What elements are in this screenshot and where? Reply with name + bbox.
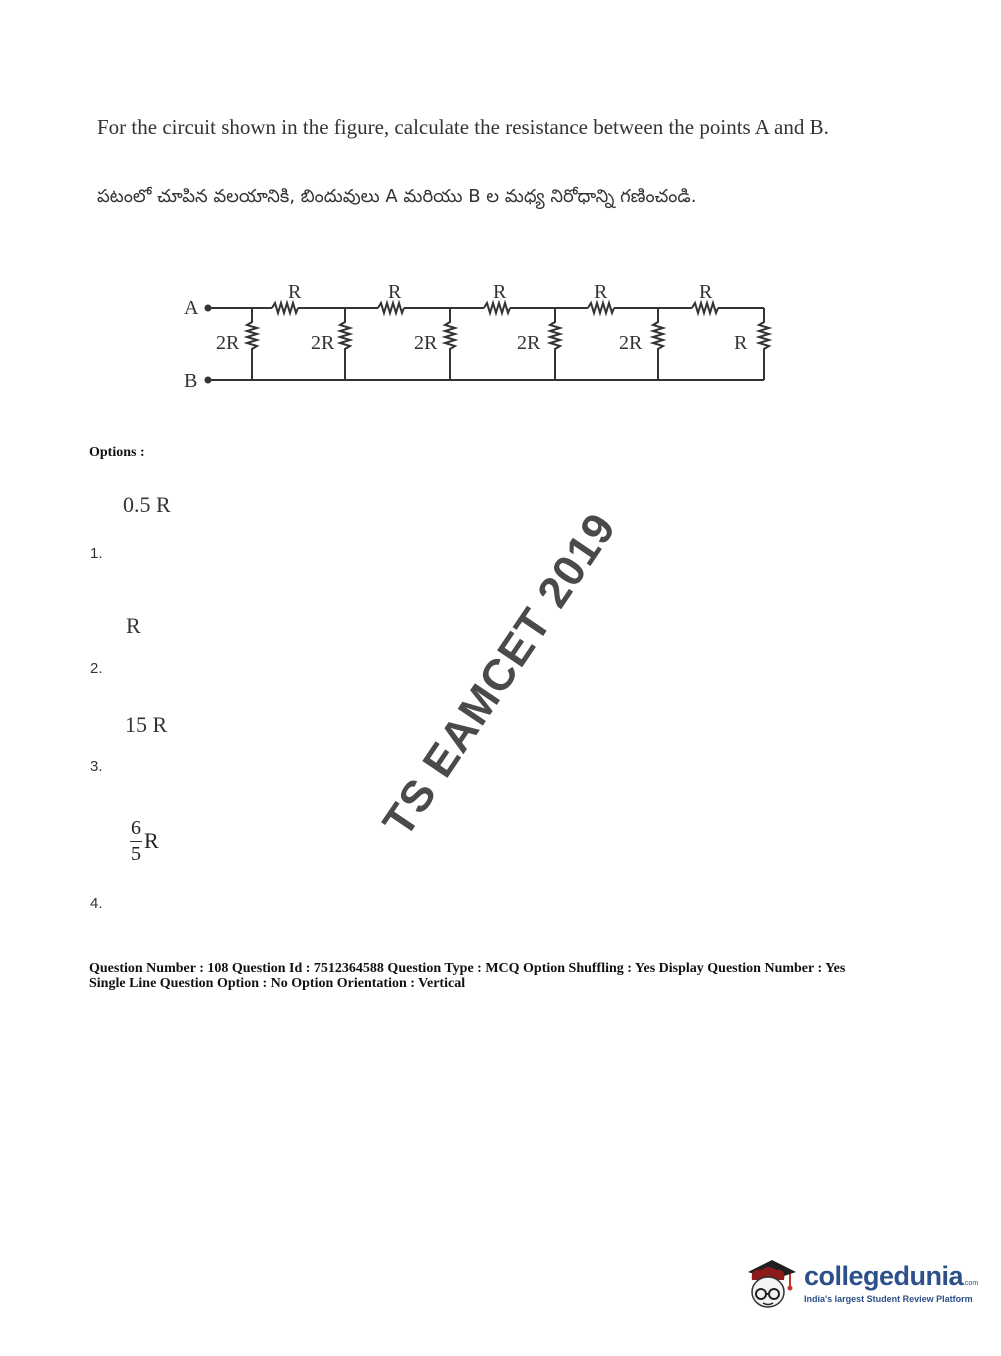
option-2-value: R <box>126 613 141 638</box>
meta-line-1: Question Number : 108 Question Id : 7512364588 Question Type : MCQ Option Shuffling : Yes Display Question Number : Yes <box>89 961 846 976</box>
series-resistor <box>484 303 510 313</box>
question-meta <box>89 961 845 991</box>
watermark: TS EAMCET 2019 <box>373 504 626 846</box>
shunt-label: R <box>734 332 748 354</box>
terminal-b-label: B <box>184 370 198 392</box>
option-1-number: 1. <box>90 545 103 562</box>
option-3-value: 15 R <box>125 712 168 737</box>
shunt-resistor <box>445 308 455 380</box>
option-4-number: 4. <box>90 895 103 912</box>
circuit-diagram <box>180 278 780 393</box>
shunt-label: 2R <box>619 332 643 354</box>
option-1-value: 0.5 R <box>123 492 171 517</box>
series-resistor <box>692 303 718 313</box>
option-2-number: 2. <box>90 660 103 677</box>
series-label: R <box>388 281 402 303</box>
fraction-numerator: 6 <box>130 818 142 842</box>
collegedunia-logo[interactable] <box>742 1250 978 1314</box>
logo-suffix: .com <box>963 1279 979 1287</box>
terminal-a-label: A <box>184 297 199 319</box>
question-telugu: పటంలో చూపిన వలయానికి, బిందువులు A మరియు B ల మధ్య నిరోధాన్ని గణించండి. <box>97 186 697 207</box>
shunt-resistor <box>759 308 769 380</box>
series-label: R <box>288 281 302 303</box>
series-label: R <box>699 281 713 303</box>
series-resistor <box>378 303 404 313</box>
question-english: For the circuit shown in the figure, calculate the resistance between the points A and B. <box>97 115 829 139</box>
series-resistor <box>588 303 614 313</box>
shunt-resistor <box>653 308 663 380</box>
fraction-denominator: 5 <box>131 843 141 865</box>
option-3-number: 3. <box>90 758 103 775</box>
options-label: Options : <box>89 445 145 460</box>
fraction-suffix: R <box>144 828 159 853</box>
logo-tagline: India's largest Student Review Platform <box>804 1293 973 1304</box>
meta-line-2: Single Line Question Option : No Option Orientation : Vertical <box>89 976 466 991</box>
fraction <box>130 818 142 864</box>
terminal-a-dot <box>205 305 212 312</box>
logo-name: collegedunia <box>804 1260 964 1291</box>
shunt-resistor <box>550 308 560 380</box>
shunt-label: 2R <box>311 332 335 354</box>
shunt-label: 2R <box>517 332 541 354</box>
shunt-label: 2R <box>414 332 438 354</box>
option-4-value <box>130 818 159 864</box>
mascot-icon <box>742 1250 800 1314</box>
series-label: R <box>594 281 608 303</box>
series-resistor <box>272 303 298 313</box>
series-label: R <box>493 281 507 303</box>
shunt-resistor <box>340 308 350 380</box>
terminal-b-dot <box>205 377 212 384</box>
shunt-label: 2R <box>216 332 240 354</box>
shunt-resistor <box>247 308 257 380</box>
